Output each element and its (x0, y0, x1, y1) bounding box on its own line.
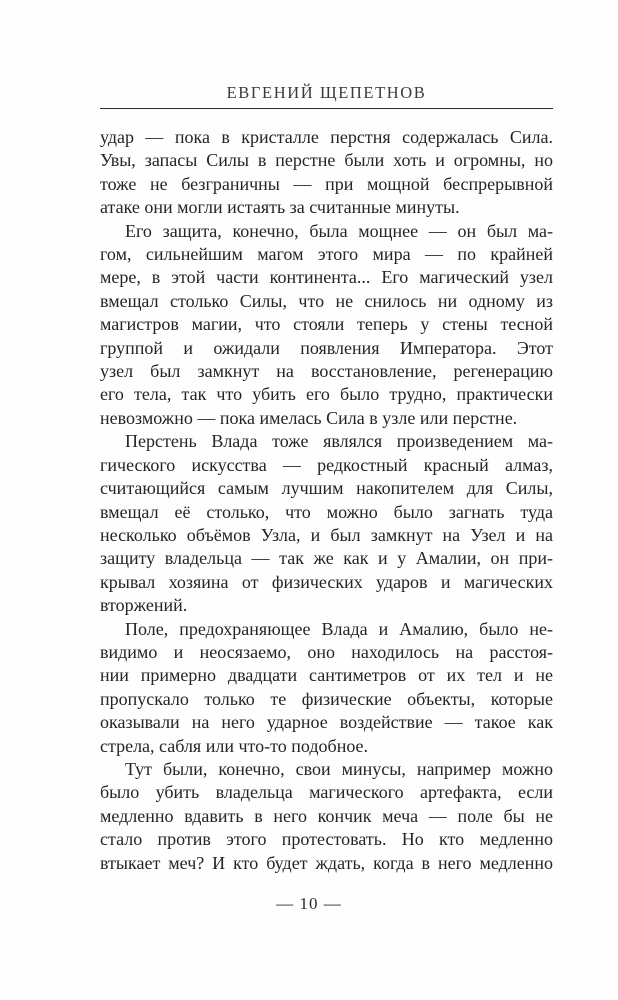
text-line: мере, в этой части континента... Его магический узел (100, 267, 553, 288)
header-rule (100, 108, 553, 109)
text-line: гом, сильнейшим магом этого мира — по крайней (100, 244, 553, 265)
text-line: несколько объёмов Узла, и был замкнут на Узел и на (100, 524, 553, 545)
text-line: Увы, запасы Силы в перстне были хоть и огромны, но (100, 150, 553, 171)
paragraph (100, 758, 553, 875)
text-line: невозможно — пока имелась Сила в узле или перстне. (100, 407, 518, 428)
text-line: вмещал столько Силы, что не снилось ни одному из (100, 290, 553, 311)
page-footer (0, 894, 618, 914)
text-line: Поле, предохраняющее Влада и Амалию, было не- (125, 618, 553, 639)
text-line: вторжений. (100, 595, 188, 616)
text-line: Его защита, конечно, была мощнее — он был ма- (125, 220, 553, 241)
text-line: группой и ожидали появления Императора. Этот (100, 337, 553, 358)
text-line: Перстень Влада тоже являлся произведением ма- (125, 431, 553, 452)
text-line: тоже не безграничны — при мощной беспрерывной (100, 173, 553, 194)
page-header (100, 83, 553, 109)
paragraph (100, 618, 553, 758)
page-number: — 10 — (276, 894, 342, 913)
running-header-author: ЕВГЕНИЙ ЩЕПЕТНОВ (226, 83, 427, 102)
text-line: гического искусства — редкостный красный алмаз, (100, 454, 553, 475)
text-line: стало против этого протестовать. Но кто медленно (100, 829, 553, 850)
text-line: втыкает меч? И кто будет ждать, когда в него медленно (100, 852, 553, 873)
text-line: нии примерно двадцати сантиметров от их тел и не (100, 665, 553, 686)
text-line: его тела, так что убить его было трудно, практически (100, 384, 553, 405)
text-line: атаке они могли истаять за считанные минуты. (100, 197, 460, 218)
page-body (100, 126, 553, 875)
paragraph (100, 430, 553, 617)
text-line: пропускало только те физические объекты, которые (100, 688, 553, 709)
text-line: Тут были, конечно, свои минусы, например можно (125, 758, 553, 779)
text-line: медленно вдавить в него кончик меча — поле бы не (100, 805, 553, 826)
text-line: защиту владельца — так же как и у Амалии, он при- (100, 548, 553, 569)
text-line: крывал хозяина от физических ударов и магических (100, 571, 553, 592)
paragraph (100, 220, 553, 431)
paragraph (100, 126, 553, 220)
text-line: считающийся самым лучшим накопителем для Силы, (100, 478, 553, 499)
text-line: видимо и неосязаемо, оно находилось на расстоя- (100, 641, 553, 662)
text-line: магистров магии, что стояли теперь у стены тесной (100, 314, 553, 335)
text-line: вмещал её столько, что можно было загнать туда (100, 501, 553, 522)
text-line: узел был замкнут на восстановление, регенерацию (100, 361, 553, 382)
text-line: удар — пока в кристалле перстня содержалась Сила. (100, 127, 553, 147)
text-line: оказывали на него ударное воздействие — такое как (100, 712, 553, 733)
text-line: стрела, сабля или что-то подобное. (100, 735, 369, 756)
text-line: было убить владельца магического артефакта, если (100, 782, 553, 803)
